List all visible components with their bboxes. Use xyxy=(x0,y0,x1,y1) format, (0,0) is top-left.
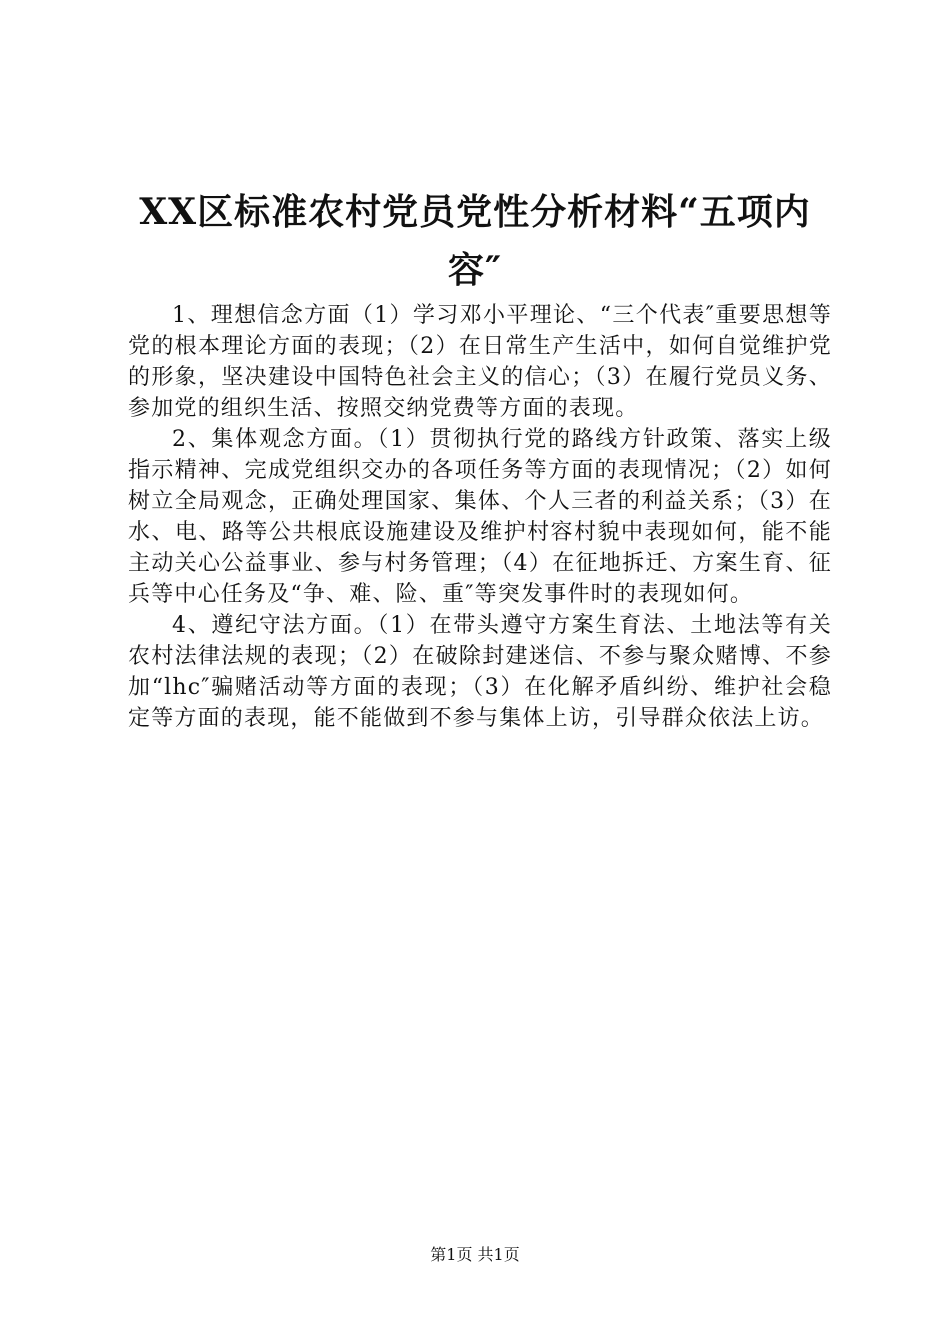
paragraph-ideals-beliefs: 1、理想信念方面（1）学习邓小平理论、“三个代表″重要思想等党的根本理论方面的表现；（2）在日常生产生活中，如何自觉维护党的形象，坚决建设中国特色社会主义的信心；（3）在履行党员义务、参加党的组织生活、按照交纳党费等方面的表现。 xyxy=(128,303,832,421)
paragraph-collective-concept: 2、集体观念方面。（1）贯彻执行党的路线方针政策、落实上级指示精神、完成党组织交办的各项任务等方面的表现情况；（2）如何树立全局观念，正确处理国家、集体、个人三者的利益关系；（3）在水、电、路等公共根底设施建设及维护村容村貌中表现如何，能不能主动关心公益事业、参与村务管理；（4）在征地拆迁、方案生育、征兵等中心任务及“争、难、险、重″等突发事件时的表现如何。 xyxy=(128,427,832,607)
page-number-footer: 第1页 共1页 xyxy=(430,1245,520,1264)
document-body xyxy=(128,300,832,734)
paragraph-law-abiding: 4、遵纪守法方面。（1）在带头遵守方案生育法、土地法等有关农村法律法规的表现；（2）在破除封建迷信、不参与聚众赌博、不参加“lhc″骗赌活动等方面的表现；（3）在化解矛盾纠纷、维护社会稳定等方面的表现，能不能做到不参与集体上访，引导群众依法上访。 xyxy=(128,613,832,731)
document-title: XX区标准农村党员党性分析材料“五项内容″ xyxy=(139,191,811,291)
